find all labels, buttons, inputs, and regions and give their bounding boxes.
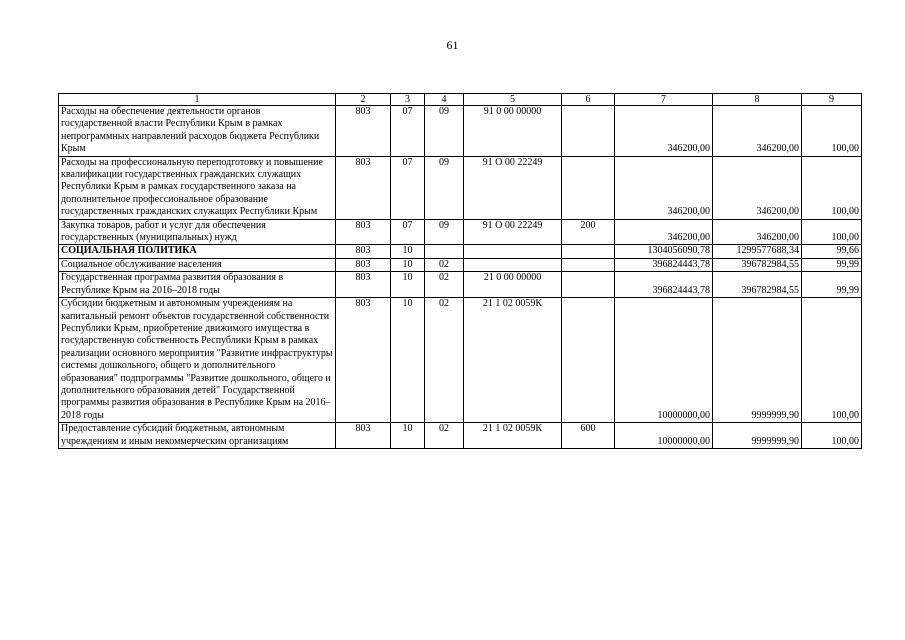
row-code-4: 02 [425,423,464,449]
row-code-2: 803 [336,272,391,298]
row-value-7: 396824443,78 [615,272,713,298]
row-name: Социальное обслуживание населения [59,258,336,271]
row-code-3: 10 [391,272,425,298]
row-value-7: 346200,00 [615,156,713,219]
row-code-4: 09 [425,219,464,245]
row-value-7: 346200,00 [615,106,713,157]
row-value-8: 1299577688,34 [713,245,802,258]
table-row [59,219,862,245]
row-code-5: 21 1 02 0059К [464,423,562,449]
row-value-7: 10000000,00 [615,423,713,449]
row-name: Закупка товаров, работ и услуг для обеспечения государственных (муниципальных) нужд [59,219,336,245]
row-value-9: 100,00 [802,156,862,219]
row-value-7: 1304056090,78 [615,245,713,258]
row-code-5: 21 0 00 00000 [464,272,562,298]
table-row [59,272,862,298]
table-row [59,423,862,449]
row-code-6 [562,272,615,298]
row-value-7: 396824443,78 [615,258,713,271]
header-cell: 6 [562,94,615,106]
header-cell: 9 [802,94,862,106]
row-value-9: 99,99 [802,258,862,271]
row-code-4 [425,245,464,258]
row-name: Расходы на профессиональную переподготовку и повышение квалификации государственных гражданских служащих Республики Крым в рамках государственного заказа на дополнительное профессиональное образование государственных гражданских служащих Республики Крым [59,156,336,219]
row-value-9: 100,00 [802,298,862,423]
row-code-6: 200 [562,219,615,245]
row-code-5 [464,258,562,271]
row-code-5: 91 О 00 22249 [464,219,562,245]
row-code-3: 10 [391,245,425,258]
row-code-6: 600 [562,423,615,449]
row-value-8: 346200,00 [713,219,802,245]
row-code-3: 10 [391,423,425,449]
row-code-4: 09 [425,106,464,157]
header-cell: 3 [391,94,425,106]
table-row [59,106,862,157]
row-value-7: 10000000,00 [615,298,713,423]
row-name: Субсидии бюджетным и автономным учреждениям на капитальный ремонт объектов государственной собственности Республики Крым, приобретение движимого имущества в государственную собственность Республики Крым в рамках реализации основного мероприятия "Развитие инфраструктуры системы дошкольного, общего и дополнительного образования" подпрограммы "Развитие дошкольного, общего и дополнительного образования детей" Государственной программы развития образования в Республике Крым на 2016–2018 годы [59,298,336,423]
row-code-3: 07 [391,156,425,219]
row-value-8: 9999999,90 [713,298,802,423]
row-code-6 [562,245,615,258]
row-code-4: 09 [425,156,464,219]
row-name: СОЦИАЛЬНАЯ ПОЛИТИКА [59,245,336,258]
row-name: Предоставление субсидий бюджетным, автономным учреждениям и иным некоммерческим организациям [59,423,336,449]
table-row [59,298,862,423]
row-value-9: 100,00 [802,423,862,449]
row-code-2: 803 [336,219,391,245]
row-name: Расходы на обеспечение деятельности органов государственной власти Республики Крым в рамках непрограммных направлений расходов бюджета Республики Крым [59,106,336,157]
table-row [59,156,862,219]
row-value-7: 346200,00 [615,219,713,245]
row-code-6 [562,258,615,271]
row-code-2: 803 [336,423,391,449]
header-cell: 1 [59,94,336,106]
row-code-4: 02 [425,298,464,423]
row-name: Государственная программа развития образования в Республике Крым на 2016–2018 годы [59,272,336,298]
row-code-6 [562,156,615,219]
row-value-8: 346200,00 [713,156,802,219]
row-code-6 [562,298,615,423]
row-code-5: 21 1 02 0059К [464,298,562,423]
row-code-2: 803 [336,245,391,258]
header-row [59,94,862,106]
row-code-4: 02 [425,272,464,298]
row-value-9: 99,99 [802,272,862,298]
header-cell: 5 [464,94,562,106]
table-row [59,245,862,258]
header-cell: 7 [615,94,713,106]
row-code-5 [464,245,562,258]
page-number: 61 [446,38,459,52]
row-code-4: 02 [425,258,464,271]
row-value-9: 100,00 [802,106,862,157]
row-code-2: 803 [336,258,391,271]
header-cell: 4 [425,94,464,106]
row-code-6 [562,106,615,157]
header-cell: 8 [713,94,802,106]
budget-table [58,93,862,449]
row-value-8: 396782984,55 [713,258,802,271]
row-code-3: 07 [391,219,425,245]
row-code-2: 803 [336,156,391,219]
row-code-3: 10 [391,298,425,423]
row-code-5: 91 О 00 22249 [464,156,562,219]
row-value-9: 99,66 [802,245,862,258]
row-code-3: 07 [391,106,425,157]
row-value-8: 396782984,55 [713,272,802,298]
row-code-3: 10 [391,258,425,271]
row-value-8: 346200,00 [713,106,802,157]
row-code-2: 803 [336,298,391,423]
row-code-2: 803 [336,106,391,157]
row-value-8: 9999999,90 [713,423,802,449]
row-value-9: 100,00 [802,219,862,245]
header-cell: 2 [336,94,391,106]
row-code-5: 91 0 00 00000 [464,106,562,157]
table-row [59,258,862,271]
